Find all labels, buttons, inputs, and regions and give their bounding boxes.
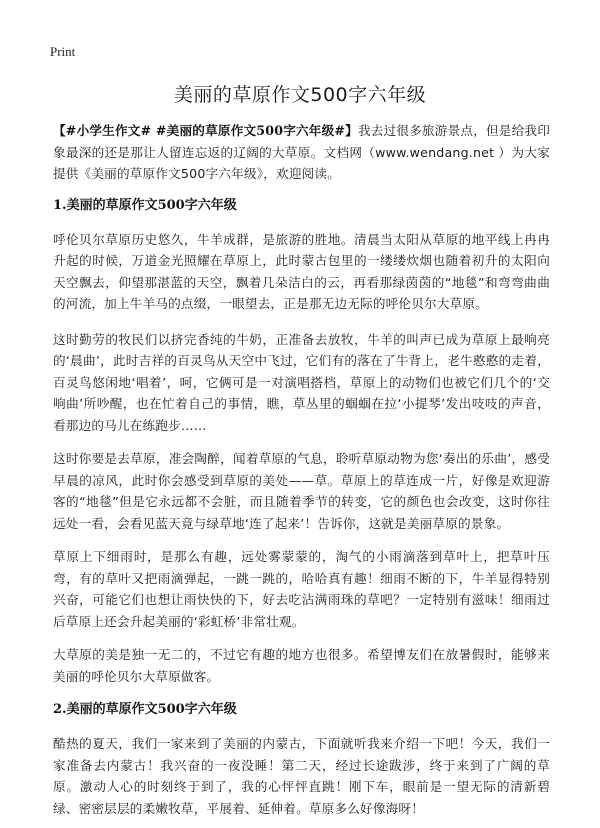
intro-paragraph xyxy=(53,120,550,185)
intro-tag: 【#小学生作文# #美丽的草原作文500字六年级#】 xyxy=(53,123,358,138)
section-1-paragraph-4: 草原上下细雨时，是那么有趣，远处雾蒙蒙的，淘气的小雨滴落到草叶上，把草叶压弯，有的草叶又把雨滴弹起，一跳一跳的，哈哈真有趣！细雨不断的下，牛羊显得特别兴奋，可能它们也想让雨快快的下，好去吃沾满雨珠的草吧？一定特别有滋味！细雨过后草原上还会升起美丽的‘彩虹桥’非常壮观。 xyxy=(53,549,550,629)
section-1-paragraph-5: 大草原的美是独一无二的，不过它有趣的地方也很多。希望博友们在放暑假时，能够来美丽的呼伦贝尔大草原做客。 xyxy=(53,647,550,684)
section-1-paragraph-1: 呼伦贝尔草原历史悠久，牛羊成群，是旅游的胜地。清晨当太阳从草原的地平线上冉冉升起的时候，万道金光照耀在草原上，此时蒙古包里的一缕缕炊烟也随着初升的太阳向天空飘去，仰望那湛蓝的天空，飘着几朵洁白的云，再看那绿茵茵的“地毯”和弯弯曲曲的河流，加上牛羊马的点缀，一眼望去，正是那无边无际的呼伦贝尔大草原。 xyxy=(53,231,550,311)
section-1-paragraph-2: 这时勤劳的牧民们以挤完香纯的牛奶，正准备去放牧，牛羊的叫声已成为草原上最响亮的‘晨曲’，此时吉祥的百灵鸟从天空中飞过，它们有的落在了牛背上，老牛憨憨的走着，百灵鸟悠闲地‘唱着’，呵，它俩可是一对演唱搭档，草原上的动物们也被它们几个的‘交响曲’所吵醒，也在忙着自己的事情，瞧，草丛里的蝈蝈在拉‘小提琴’发出吱吱的声音，看那边的马儿在练跑步…… xyxy=(53,331,550,433)
section-heading-2: 2.美丽的草原作文500字六年级 xyxy=(53,702,237,717)
section-1-paragraph-3: 这时你要是去草原，准会陶醉，闻着草原的气息，聆听草原动物为您‘奏出的乐曲’，感受早晨的凉风，此时你会感受到草原的美处——草。草原上的草连成一片，好像是欢迎游客的“地毯”但是它永远都不会脏，而且随着季节的转变，它的颜色也会改变，这时你往远处一看，会看见蓝天竟与绿草地‘连了起来’！告诉你，这就是美丽草原的景象。 xyxy=(53,451,550,531)
document-body xyxy=(53,120,550,819)
document-title: 美丽的草原作文500字六年级 xyxy=(173,84,427,106)
intro-text: 我去过很多旅游景点，但是给我印象最深的还是那让人留连忘返的辽阔的大草原。文档网（www.wendang.net ）为大家提供《美丽的草原作文500字六年级》，欢迎阅读。 xyxy=(53,123,550,181)
section-heading-1: 1.美丽的草原作文500字六年级 xyxy=(53,197,237,213)
section-2-paragraph-1: 酷热的夏天，我们一家来到了美丽的内蒙古，下面就听我来介绍一下吧！今天，我们一家准备去内蒙古！我兴奋的一夜没睡！第二天，经过长途跋涉，终于来到了广阔的草原。激动人心的时刻终于到了，我的心怦怦直跳！刚下车，眼前是一望无际的清新碧绿、密密层层的柔嫩牧草，平展着、延伸着。草原多么好像海呀！ xyxy=(53,736,550,816)
print-label[interactable]: Print xyxy=(50,44,76,59)
